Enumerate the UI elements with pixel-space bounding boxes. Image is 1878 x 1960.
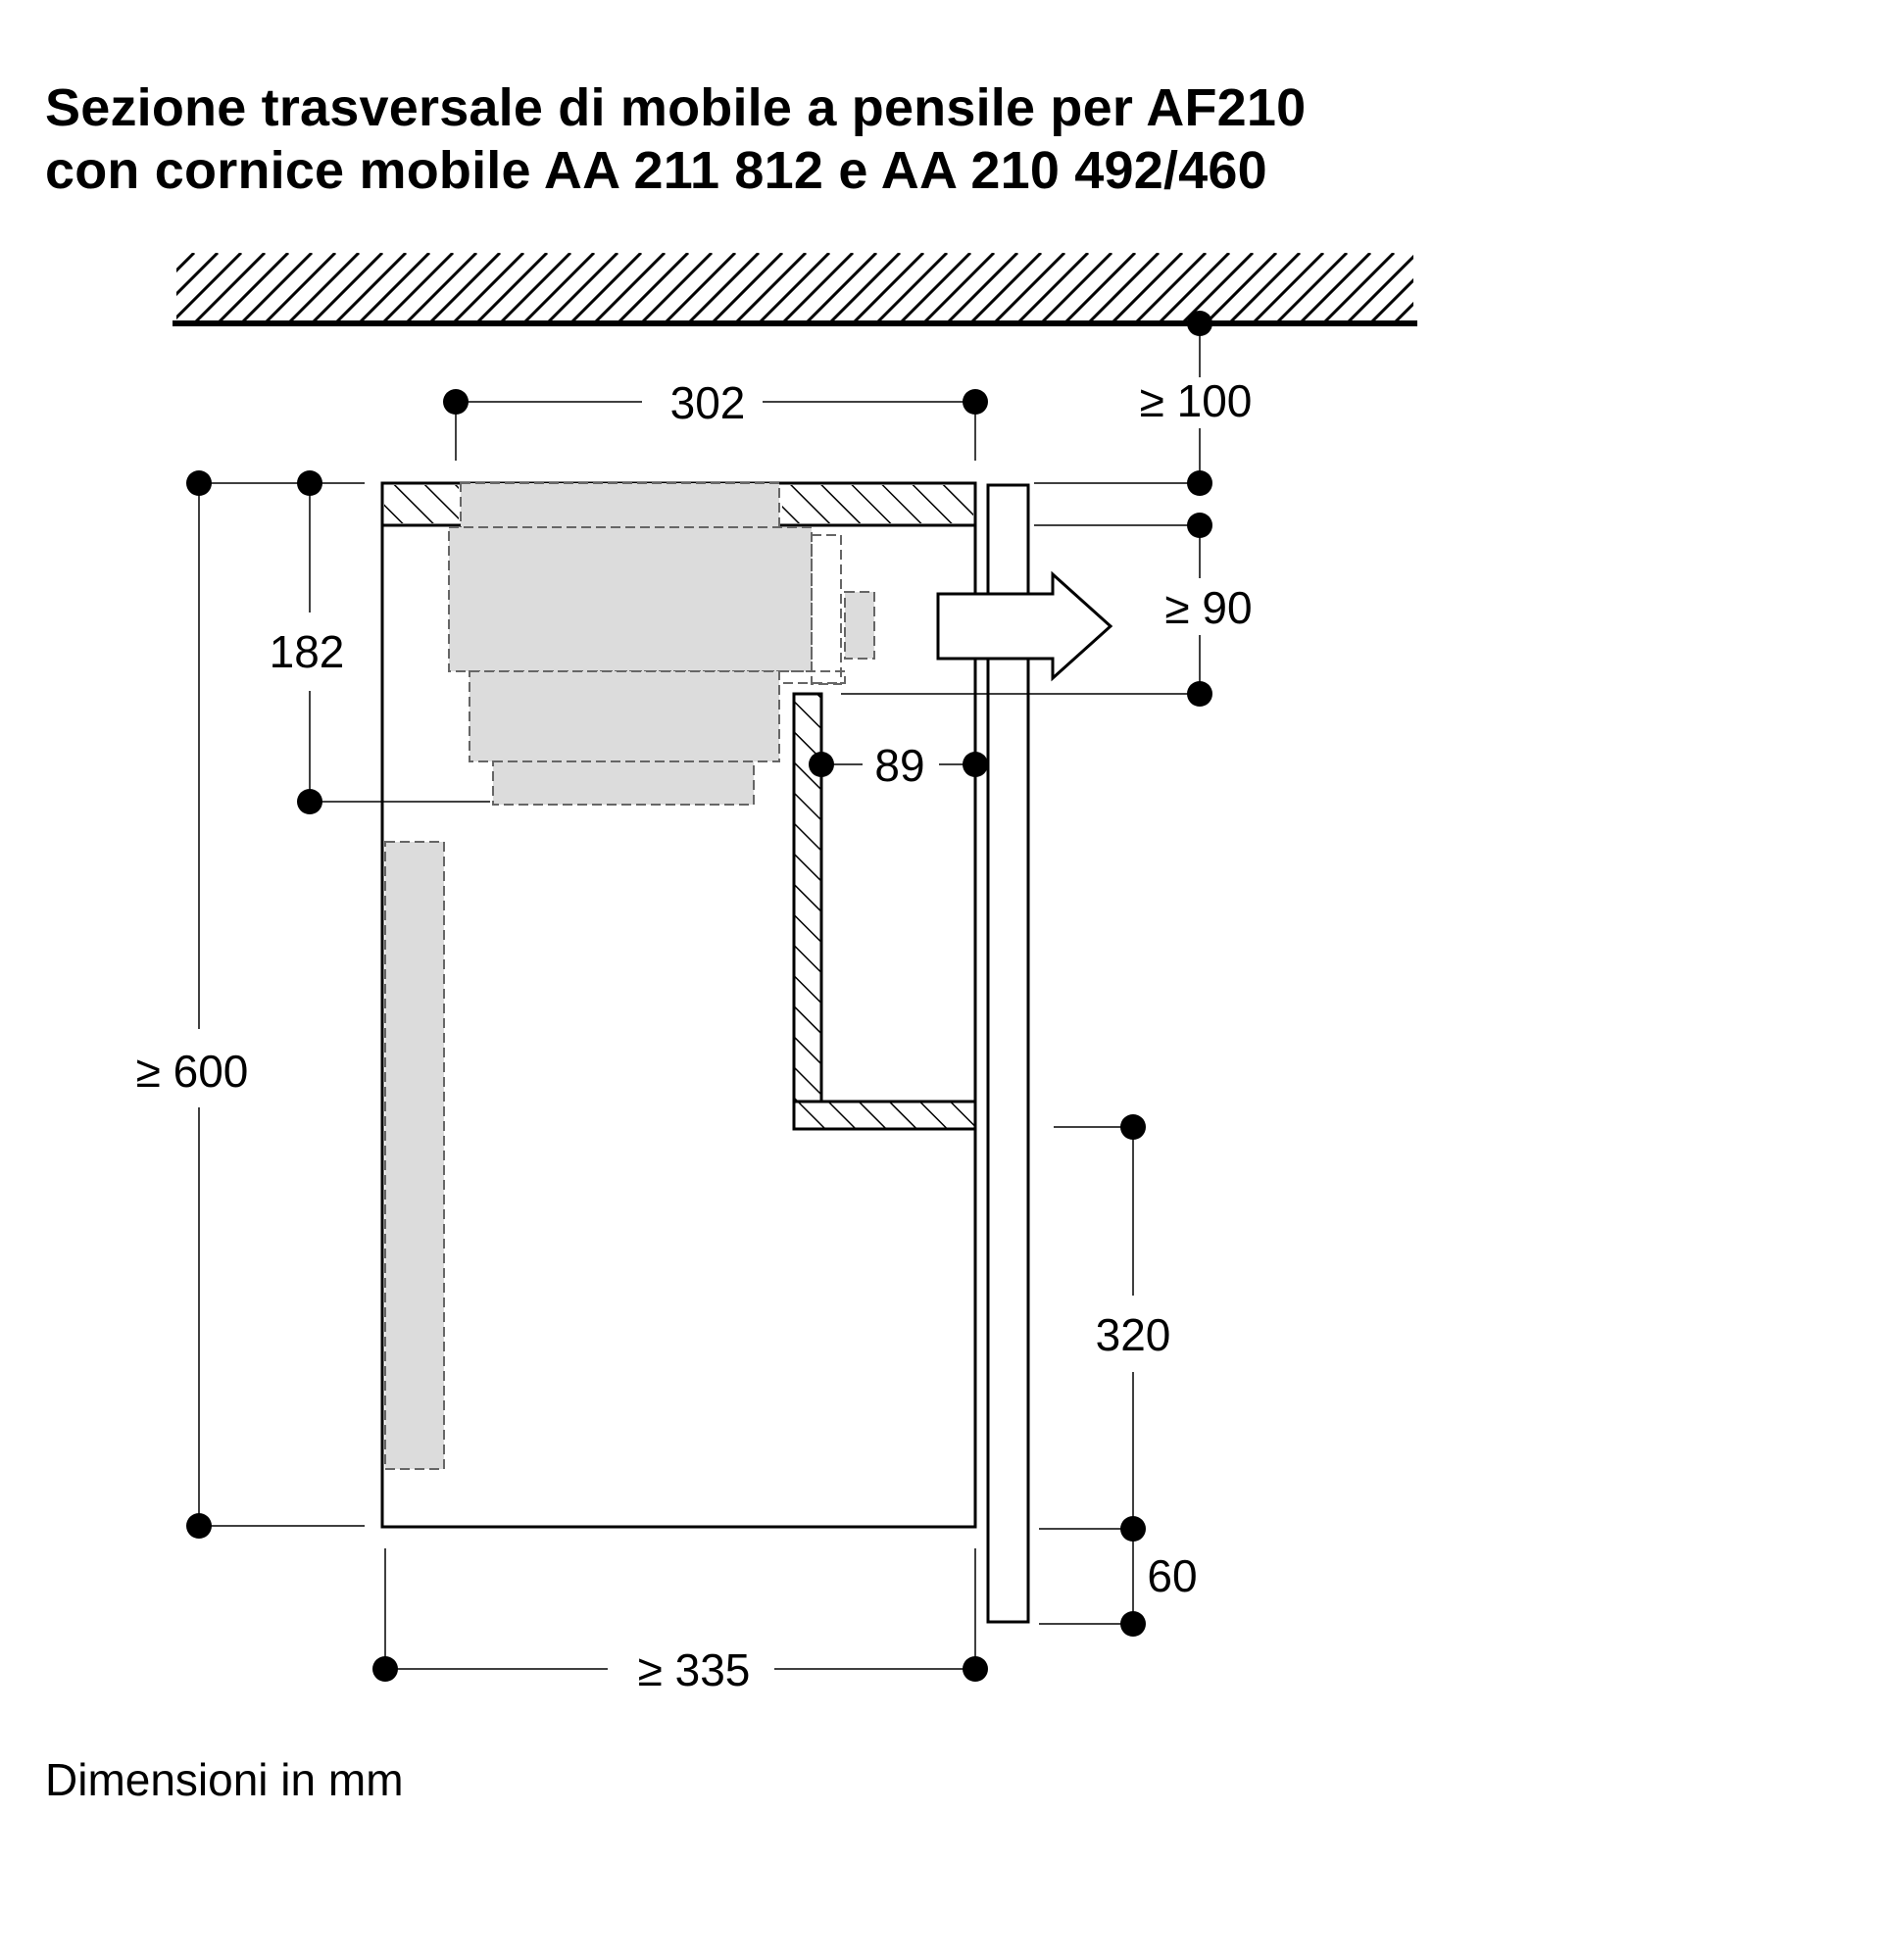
units-note: Dimensioni in mm xyxy=(45,1754,404,1805)
inner-shelf xyxy=(794,1102,975,1129)
dim-exhaust-gap-label: ≥ 90 xyxy=(1164,582,1253,633)
dim-door-overhang-label: 60 xyxy=(1147,1550,1198,1601)
dim-ceiling-gap-label: ≥ 100 xyxy=(1139,375,1253,426)
title-line-2: con cornice mobile AA 211 812 e AA 210 492/460 xyxy=(45,141,1267,200)
dim-cabinet-height-label: ≥ 600 xyxy=(135,1046,249,1097)
title-line-1: Sezione trasversale di mobile a pensile per AF210 xyxy=(45,78,1307,137)
dim-cabinet-depth-label: ≥ 335 xyxy=(637,1644,751,1695)
dim-top-width-label: 302 xyxy=(669,377,746,428)
dim-inner-gap-label: 89 xyxy=(874,740,925,791)
ceiling xyxy=(124,253,1464,323)
dim-lower-height-label: 320 xyxy=(1095,1309,1171,1360)
dim-unit-height-label: 182 xyxy=(269,626,345,677)
